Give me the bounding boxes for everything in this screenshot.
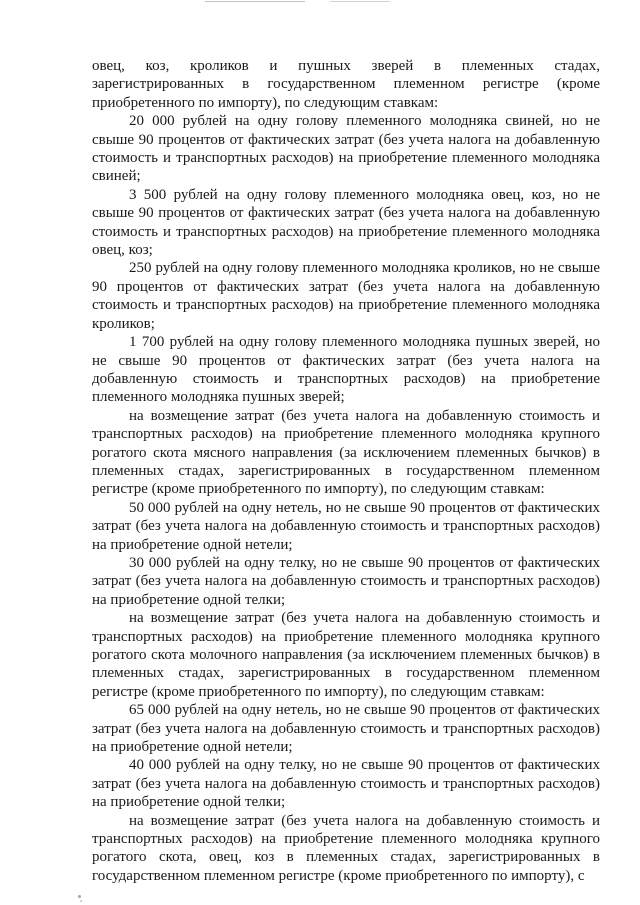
scan-artifact-dot: [80, 900, 82, 902]
paragraph-beef-cattle-intro: на возмещение затрат (без учета налога на добавленную стоимость и транспортных расходов) на приобретение племенного молодняка крупного рогатого скота мясного направления (за исключением племенных бычков) в племенных стадах, зарегистрированных в государственном племенном регистре (кроме приобретенного по импорту), по следующим ставкам:: [92, 407, 600, 498]
scan-artifact-line: [205, 1, 305, 2]
paragraph-fur-animals-rate: 1 700 рублей на одну голову племенного молодняка пушных зверей, но не свыше 90 процентов от фактических затрат (без учета налога на добавленную стоимость и транспортных расходов) на приобретение племенного молодняка пушных зверей;: [92, 334, 600, 406]
paragraph-continuation: овец, коз, кроликов и пушных зверей в племенных стадах, зарегистрированных в государственном племенном регистре (кроме приобретенного по импорту), по следующим ставкам:: [92, 58, 600, 111]
paragraph-beef-calf-rate: 30 000 рублей на одну телку, но не свыше 90 процентов от фактических затрат (без учета налога на добавленную стоимость и транспортных расходов) на приобретение одной телки;: [92, 554, 600, 608]
paragraph-dairy-cattle-intro: на возмещение затрат (без учета налога на добавленную стоимость и транспортных расходов) на приобретение племенного молодняка крупного рогатого скота молочного направления (за исключением племенных бычков) в племенных стадах, зарегистрированных в государственном племенном регистре (кроме приобретенного по импорту), по следующим ставкам:: [92, 610, 600, 700]
scan-artifact-dot: [78, 895, 81, 898]
scan-artifact-line: [330, 1, 390, 2]
paragraph-dairy-calf-rate: 40 000 рублей на одну телку, но не свыше 90 процентов от фактических затрат (без учета налога на добавленную стоимость и транспортных расходов) на приобретение одной телки;: [92, 757, 600, 811]
paragraph-beef-heifer-rate: 50 000 рублей на одну нетель, но не свыше 90 процентов от фактических затрат (без учета налога на добавленную стоимость и транспортных расходов) на приобретение одной нетели;: [92, 499, 600, 553]
paragraph-rabbits-rate: 250 рублей на одну голову племенного молодняка кроликов, но не свыше 90 процентов от фактических затрат (без учета налога на добавленную стоимость и транспортных расходов) на приобретение племенного молодняка кроликов;: [92, 260, 600, 332]
paragraph-sheep-goats-rate: 3 500 рублей на одну голову племенного молодняка овец, коз, но не свыше 90 процентов от фактических затрат (без учета налога на добавленную стоимость и транспортных расходов) на приобретение племенного молодняка овец, коз;: [92, 186, 600, 259]
paragraph-pigs-rate: 20 000 рублей на одну голову племенного молодняка свиней, но не свыше 90 процентов от фактических затрат (без учета налога на добавленную стоимость и транспортных расходов) на приобретение племенного молодняка свиней;: [92, 113, 600, 185]
document-page: [92, 57, 600, 885]
paragraph-dairy-heifer-rate: 65 000 рублей на одну нетель, но не свыше 90 процентов от фактических затрат (без учета налога на добавленную стоимость и транспортных расходов) на приобретение одной нетели;: [92, 702, 600, 756]
paragraph-cattle-sheep-goats-intro: на возмещение затрат (без учета налога на добавленную стоимость и транспортных расходов) на приобретение племенного молодняка крупного рогатого скота, овец, коз в племенных стадах, зарегистрированных в государственном племенном регистре (кроме приобретенного по импорту), с: [92, 812, 600, 884]
